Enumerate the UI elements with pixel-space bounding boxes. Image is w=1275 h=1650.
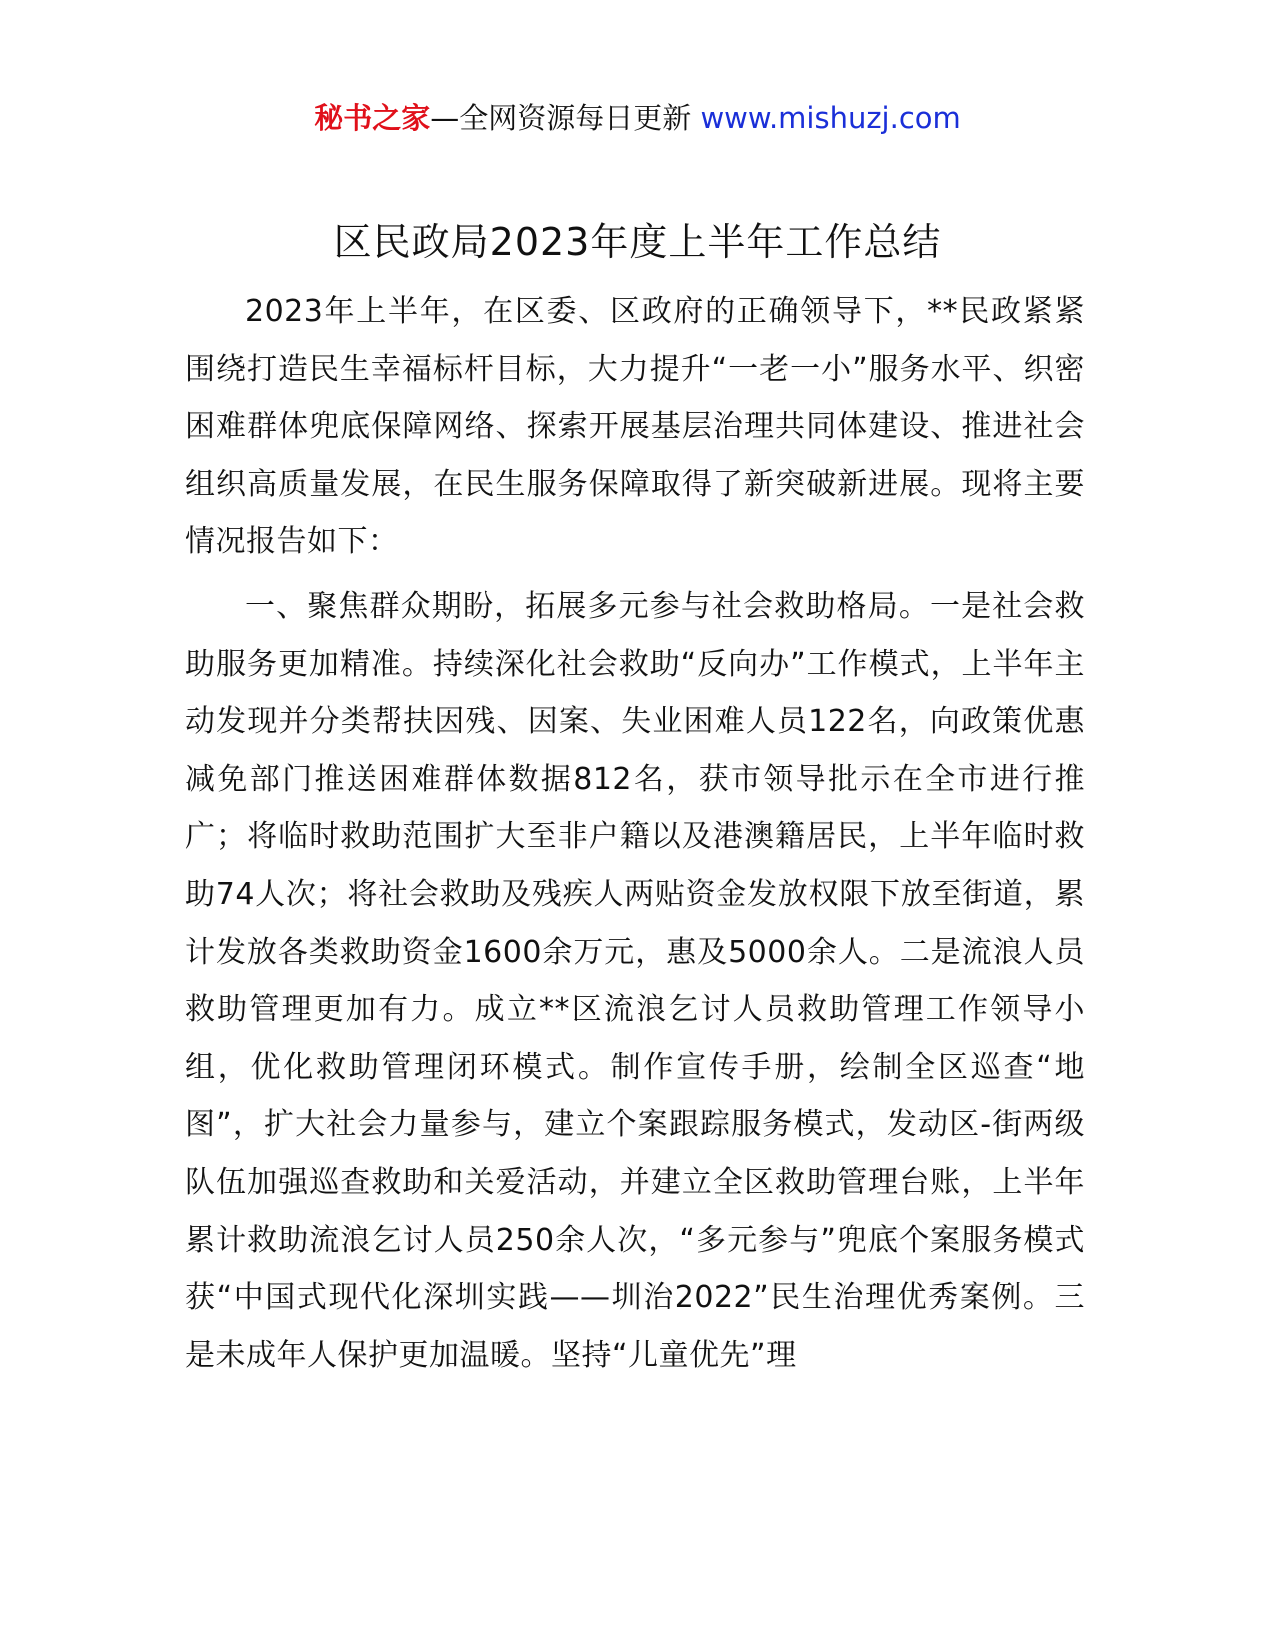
header-tagline: —全网资源每日更新	[430, 101, 692, 135]
site-header	[0, 96, 1275, 140]
document-title: 区民政局2023年度上半年工作总结	[333, 220, 942, 264]
intro-paragraph: 2023年上半年，在区委、区政府的正确领导下，**民政紧紧围绕打造民生幸福标杆目标，大力提升“一老一小”服务水平、织密困难群体兜底保障网络、探索开展基层治理共同体建设、推进社会组织高质量发展，在民生服务保障取得了新突破新进展。现将主要情况报告如下：	[185, 294, 1085, 560]
section-one-paragraph: 一、聚焦群众期盼，拓展多元参与社会救助格局。一是社会救助服务更加精准。持续深化社会救助“反向办”工作模式，上半年主动发现并分类帮扶因残、因案、失业困难人员122名，向政策优惠减免部门推送困难群体数据812名，获市领导批示在全市进行推广；将临时救助范围扩大至非户籍以及港澳籍居民，上半年临时救助74人次；将社会救助及残疾人两贴资金发放权限下放至街道，累计发放各类救助资金1600余万元，惠及5000余人。二是流浪人员救助管理更加有力。成立**区流浪乞讨人员救助管理工作领导小组，优化救助管理闭环模式。制作宣传手册，绘制全区巡查“地图”，扩大社会力量参与，建立个案跟踪服务模式，发动区-街两级队伍加强巡查救助和关爱活动，并建立全区救助管理台账，上半年累计救助流浪乞讨人员250余人次，“多元参与”兜底个案服务模式获“中国式现代化深圳实践——圳治2022”民生治理优秀案例。三是未成年人保护更加温暖。坚持“儿童优先”理	[185, 588, 1085, 1373]
brand-name: 秘书之家	[314, 101, 431, 135]
document-body	[185, 283, 1085, 1391]
site-url-link[interactable]: www.mishuzj.com	[700, 101, 961, 135]
